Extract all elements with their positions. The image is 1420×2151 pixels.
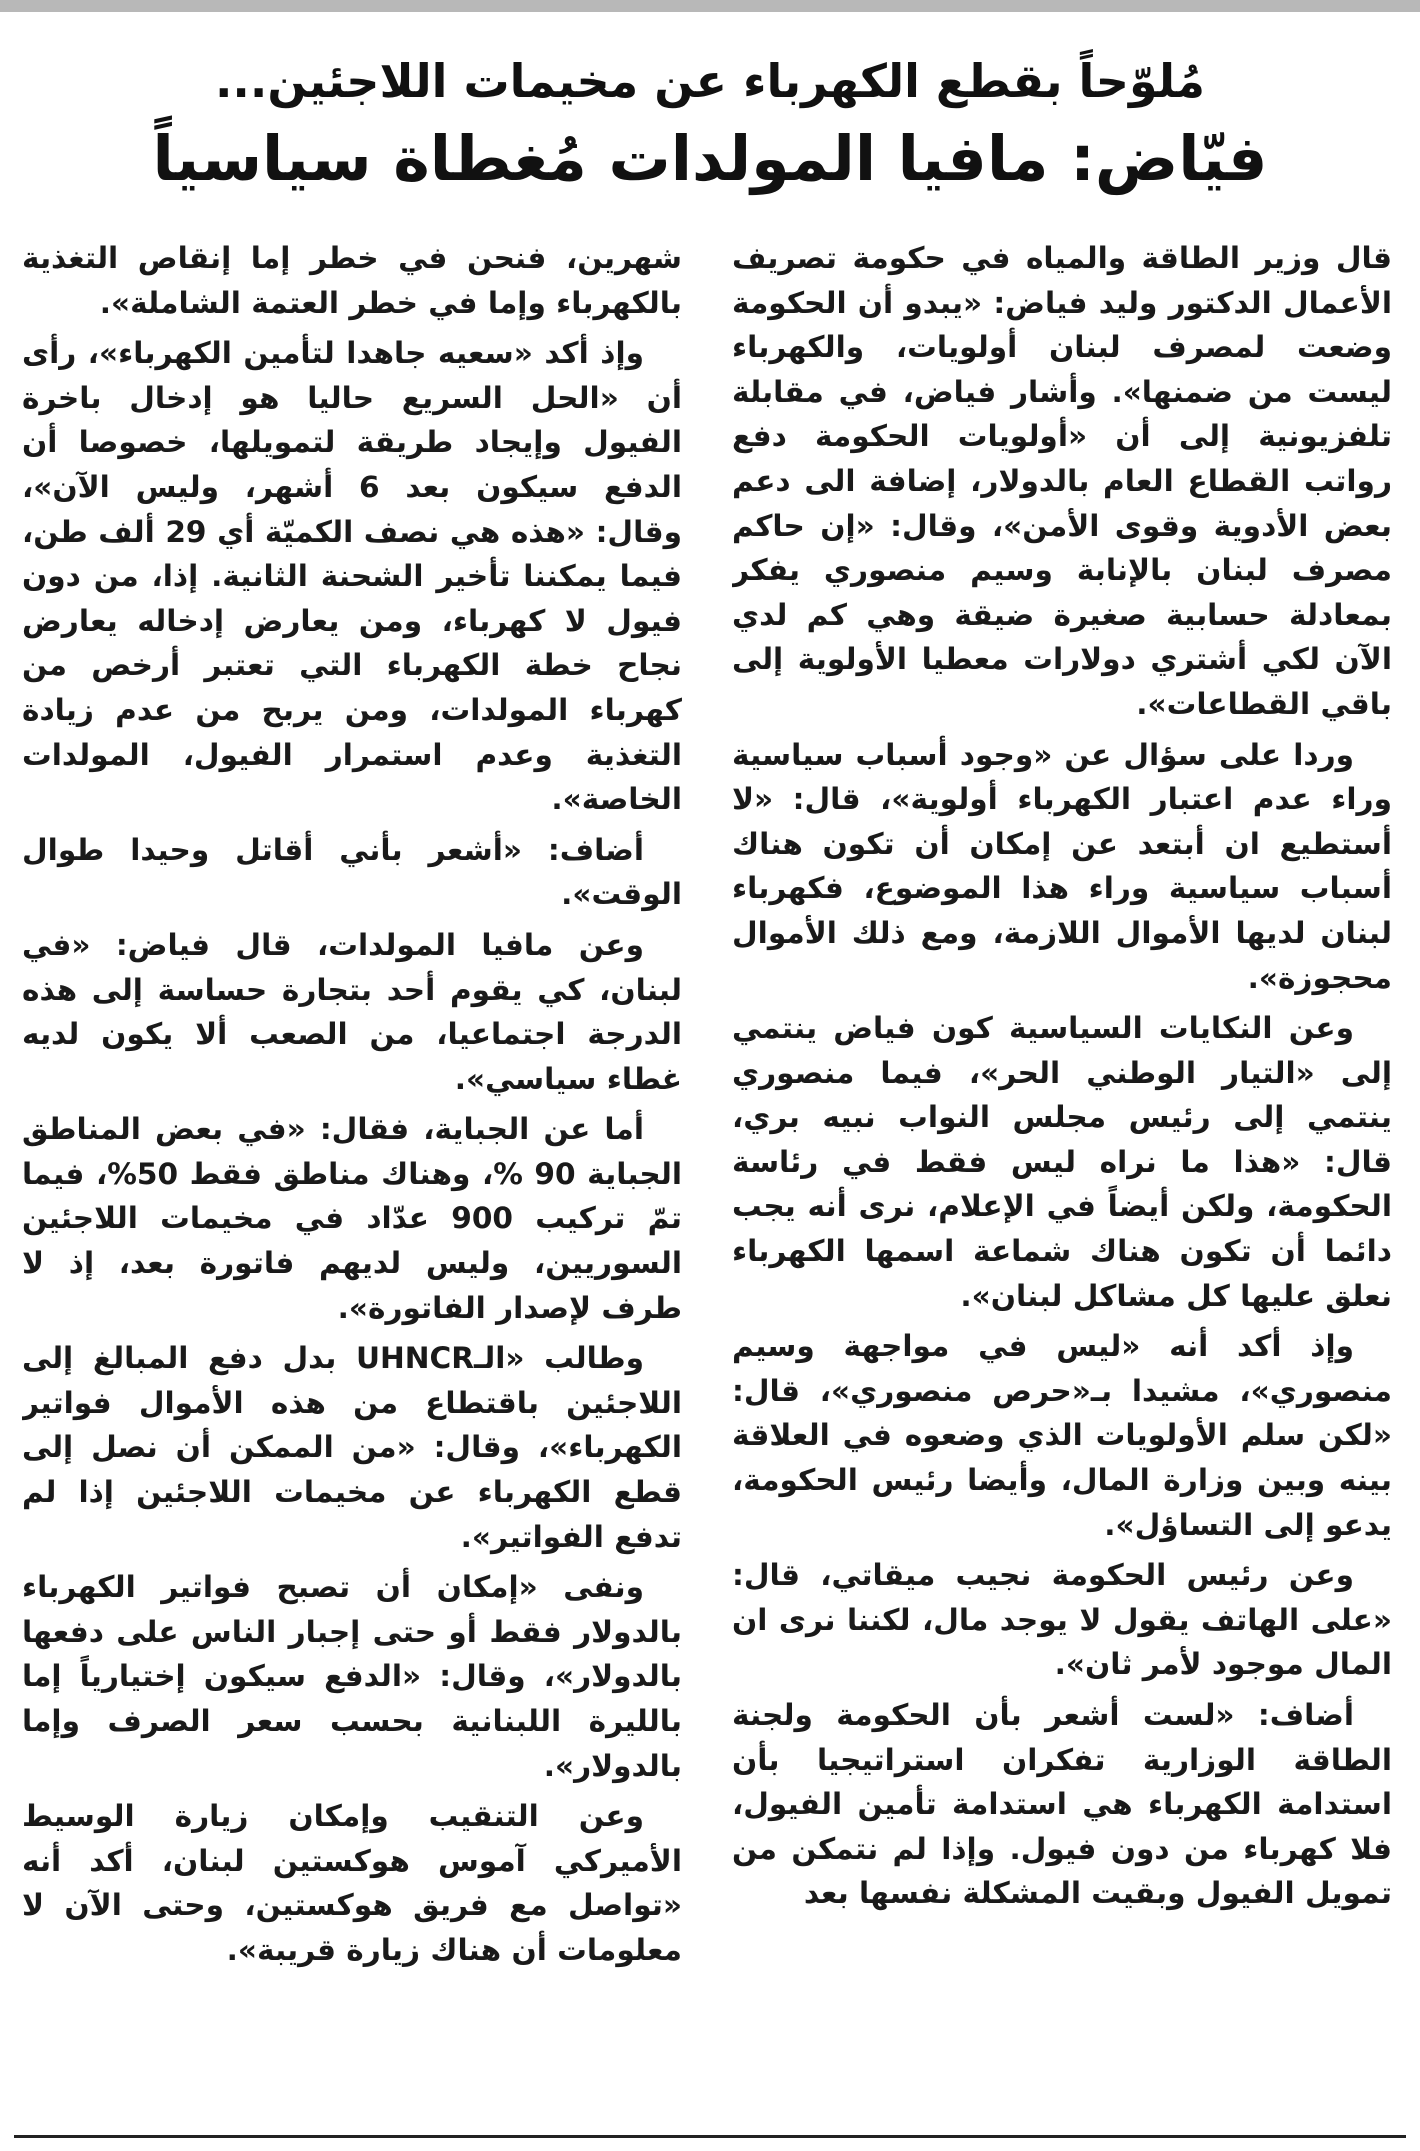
paragraph: أما عن الجباية، فقال: «في بعض المناطق الجباية 90 %، وهناك مناطق فقط 50%، فيما تمّ تركيب 900 عدّاد في مخيمات اللاجئين السوريين، وليس لديهم فاتورة بعد، إذ لا طرف لإصدار الفاتورة». [22,1112,682,1325]
top-rule [0,0,1420,12]
paragraph: وإذ أكد أنه «ليس في مواجهة وسيم منصوري»، مشيدا بـ«حرص منصوري»، قال: «لكن سلم الأولويات الذي وضعوه في العلاقة بينه وبين وزارة المال، وأيضا رئيس الحكومة، يدعو إلى التساؤل». [732,1329,1392,1542]
paragraph: أضاف: «لست أشعر بأن الحكومة ولجنة الطاقة الوزارية تفكران استراتيجيا بأن استدامة الكهرباء هي استدامة تأمين الفيول، فلا كهرباء من دون فيول. وإذا لم نتمكن من تمويل الفيول وبقيت المشكلة نفسها بعد [732,1698,1392,1911]
headline-main: فيّاض: مافيا المولدات مُغطاة سياسياً [152,122,1268,195]
paragraph: وإذ أكد «سعيه جاهدا لتأمين الكهرباء»، رأى أن «الحل السريع حاليا هو إدخال باخرة الفيول وإيجاد طريقة لتمويلها، خصوصا أن الدفع سيكون بعد 6 أشهر، وليس الآن»، وقال: «هذه هي نصف الكميّة أي 29 ألف طن، فيما يمكننا تأخير الشحنة الثانية. إذا، من دون فيول لا كهرباء، ومن يعارض إدخاله يعارض نجاح خطة الكهرباء التي تعتبر أرخص من كهرباء المولدات، ومن يربح من عدم زيادة التغذية وعدم استمرار الفيول، المولدات الخاصة». [22,336,682,817]
paragraph: وعن التنقيب وإمكان زيارة الوسيط الأميركي آموس هوكستين لبنان، أكد أنه «تواصل مع فريق هوكستين، وحتى الآن لا معلومات أن هناك زيارة قريبة». [22,1799,682,1967]
paragraph: ونفى «إمكان أن تصبح فواتير الكهرباء بالدولار فقط أو حتى إجبار الناس على دفعها بالدولار»، وقال: «الدفع سيكون إختيارياً إما بالليرة اللبنانية بحسب سعر الصرف وإما بالدولار». [22,1570,682,1783]
paragraph: وعن رئيس الحكومة نجيب ميقاتي، قال: «على الهاتف يقول لا يوجد مال، لكننا نرى ان المال موجود لأمر ثان». [732,1558,1392,1682]
paragraph: وعن مافيا المولدات، قال فياض: «في لبنان، كي يقوم أحد بتجارة حساسة إلى هذه الدرجة اجتماعيا، من الصعب ألا يكون لديه غطاء سياسي». [22,927,682,1096]
article-column-right [732,236,1392,2126]
paragraph: أضاف: «أشعر بأني أقاتل وحيدا طوال الوقت». [22,832,682,912]
article-column-left [22,236,682,2126]
headline-kicker: مُلوّحاً بقطع الكهرباء عن مخيمات اللاجئين... [214,54,1206,108]
article-headline [20,46,1400,202]
paragraph: قال وزير الطاقة والمياه في حكومة تصريف الأعمال الدكتور وليد فياض: «يبدو أن الحكومة وضعت لمصرف لبنان أولويات، والكهرباء ليست من ضمنها». وأشار فياض، في مقابلة تلفزيونية إلى أن «أولويات الحكومة دفع رواتب القطاع العام بالدولار، إضافة الى دعم بعض الأدوية وقوى الأمن»، وقال: «إن حاكم مصرف لبنان بالإنابة وسيم منصوري يفكر بمعادلة حسابية صغيرة ضيقة وهي كم لدي الآن لكي أشتري دولارات معطيا الأولوية إلى باقي القطاعات». [732,241,1392,721]
paragraph: وعن النكايات السياسية كون فياض ينتمي إلى «التيار الوطني الحر»، فيما منصوري ينتمي إلى رئيس مجلس النواب نبيه بري، قال: «هذا ما نراه ليس فقط في رئاسة الحكومة، ولكن أيضاً في الإعلام، نرى أنه يجب دائما أن تكون هناك شماعة اسمها الكهرباء نعلق عليها كل مشاكل لبنان». [732,1011,1392,1313]
paragraph: وطالب «الـUHNCR بدل دفع المبالغ إلى اللاجئين باقتطاع من هذه الأموال فواتير الكهرباء»، وقال: «من الممكن أن نصل إلى قطع الكهرباء عن مخيمات اللاجئين إذا لم تدفع الفواتير». [22,1341,682,1554]
paragraph: وردا على سؤال عن «وجود أسباب سياسية وراء عدم اعتبار الكهرباء أولوية»، قال: «لا أستطيع ان أبتعد عن إمكان أن تكون هناك أسباب سياسية وراء هذا الموضوع، فكهرباء لبنان لديها الأموال اللازمة، ومع ذلك الأموال محجوزة». [732,737,1392,995]
bottom-rule [14,2135,1406,2138]
paragraph: شهرين، فنحن في خطر إما إنقاص التغذية بالكهرباء وإما في خطر العتمة الشاملة». [22,241,682,320]
